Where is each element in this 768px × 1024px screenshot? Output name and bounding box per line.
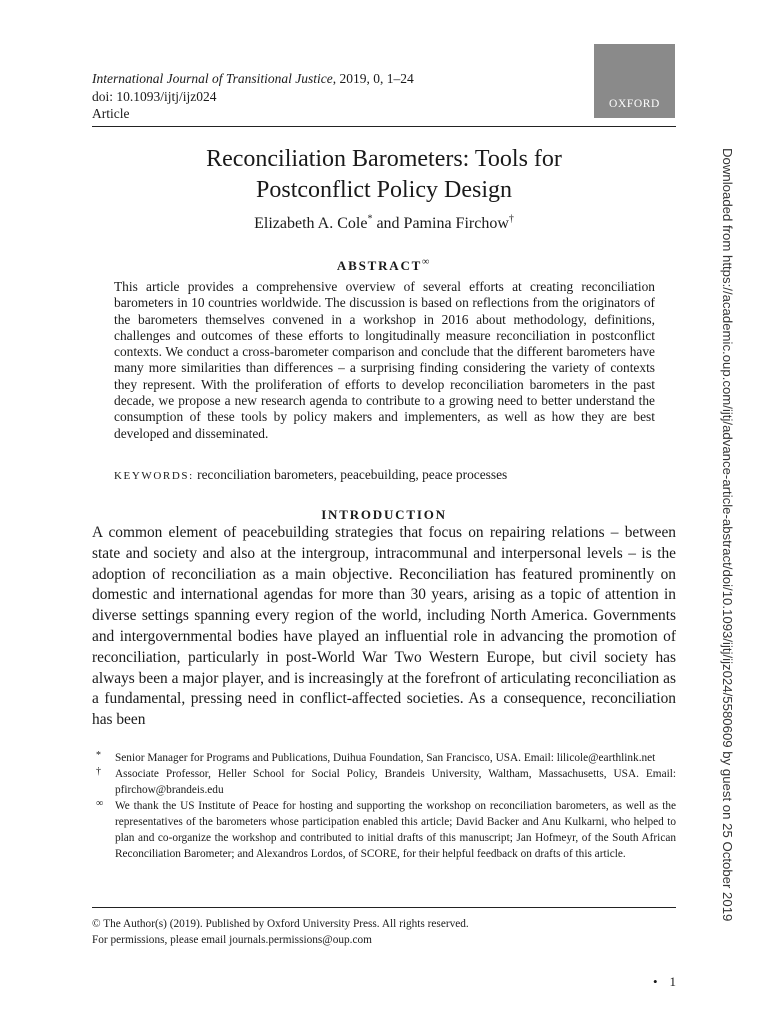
journal-citation [92, 70, 414, 88]
page-number-value: 1 [669, 974, 676, 989]
publisher-logo [594, 44, 675, 118]
footnote-text: Associate Professor, Heller School for Social Policy, Brandeis University, Waltham, Massachusetts, USA. Email: pfirchow@brandeis.edu [115, 768, 676, 796]
author-cole: Elizabeth A. Cole [254, 215, 368, 232]
doi[interactable]: doi: 10.1093/ijtj/ijz024 [92, 88, 217, 104]
footnotes [92, 750, 676, 862]
author-firchow-mark[interactable]: † [508, 213, 514, 225]
header-rule [92, 126, 676, 127]
author-cole-mark[interactable]: * [367, 213, 373, 225]
publisher-logo-text: OXFORD [609, 98, 660, 110]
abstract-heading [92, 258, 676, 274]
abstract-text: This article provides a comprehensive overview of several efforts at creating reconciliation barometers in 10 countries worldwide. The discussion is based on reflections from the originators of the barometers themselves convened in a workshop in 2016 about methodology, definitions, challenges and outcomes of these efforts to longitudinally measure reconciliation in postconflict contexts. We conduct a cross-barometer comparison and conclude that the different barometers have many more similarities than differences – a surprising finding considering the variety of contexts they represent. With the proliferation of efforts to develop reconciliation barometers in the past decade, we propose a new research agenda to contribute to a growing need to better understand the consumption of these tools by policy makers and implementers, as well as how they are best developed and disseminated. [114, 279, 655, 441]
download-notice[interactable]: Downloaded from https://academic.oup.com/ijtj/advance-article-abstract/doi/10.1093/ijtj/ijz024/5580609 by guest on 25 October 2019 [720, 148, 735, 922]
keywords [114, 467, 655, 484]
introduction-text: A common element of peacebuilding strategies that focus on repairing relations – between state and society and also at the intergroup, intracommunal and interpersonal levels – is the adoption of reconciliation as a main objective. Reconciliation has featured prominently on domestic and international agendas for more than 30 years, arising as a topic of attention in diverse settings spanning every region of the world, including North America. Governments and intergovernmental bodies have played an influential role in advancing the promotion of reconciliation, particularly in post-World War Two Western Europe, but civil society has always been a major player, and is increasingly at the forefront of articulating reconciliation as a fundamental, pressing need in conflict-affected societies. As a consequence, reconciliation has been [92, 524, 676, 729]
journal-volume: , 2019, 0, 1–24 [332, 71, 414, 86]
abstract-heading-mark[interactable]: ∞ [422, 256, 432, 268]
footer-rule [92, 907, 676, 908]
footnote-mark: † [96, 766, 101, 777]
copyright-notice [92, 916, 469, 948]
author-firchow: Pamina Firchow [403, 215, 509, 232]
journal-header [92, 70, 414, 123]
copyright-line: © The Author(s) (2019). Published by Oxford University Press. All rights reserved. [92, 918, 469, 930]
journal-name: International Journal of Transitional Justice [92, 71, 333, 86]
introduction-heading: INTRODUCTION [321, 507, 447, 522]
footnote-text: We thank the US Institute of Peace for hosting and supporting the workshop on reconciliation barometers, as well as the representatives of the barometers whose participation enabled this article; David Backer and Anu Kulkarni, who helped to plan and co-organize the workshop and contributed to initial drafts of this manuscript; Jan Hofmeyr, of the South African Reconciliation Barometer; and Alexandros Lordos, of SCORE, for their helpful feedback on drafts of this article. [115, 800, 676, 860]
footnote-firchow [92, 766, 676, 798]
title-line-1: Reconciliation Barometers: Tools for [206, 146, 562, 172]
footnote-mark: * [96, 750, 101, 761]
footnote-text: Senior Manager for Programs and Publications, Duihua Foundation, San Francisco, USA. Email: lilicole@earthlink.net [115, 752, 656, 764]
keywords-list: reconciliation barometers, peacebuilding, peace processes [197, 467, 508, 482]
footnote-cole [92, 750, 676, 766]
footnote-mark: ∞ [96, 798, 104, 809]
abstract-heading-text: ABSTRACT [336, 258, 423, 273]
footnote-acknowledgements [92, 798, 676, 862]
page-number [653, 974, 676, 990]
article-title [92, 144, 676, 206]
page-dot: • [652, 974, 658, 989]
author-list [92, 214, 676, 234]
title-line-2: Postconflict Policy Design [256, 177, 512, 203]
keywords-label: KEYWORDS: [114, 470, 194, 482]
permissions-line: For permissions, please email journals.permissions@oup.com [92, 934, 372, 946]
article-type: Article [92, 106, 130, 121]
author-join: and [372, 215, 404, 232]
